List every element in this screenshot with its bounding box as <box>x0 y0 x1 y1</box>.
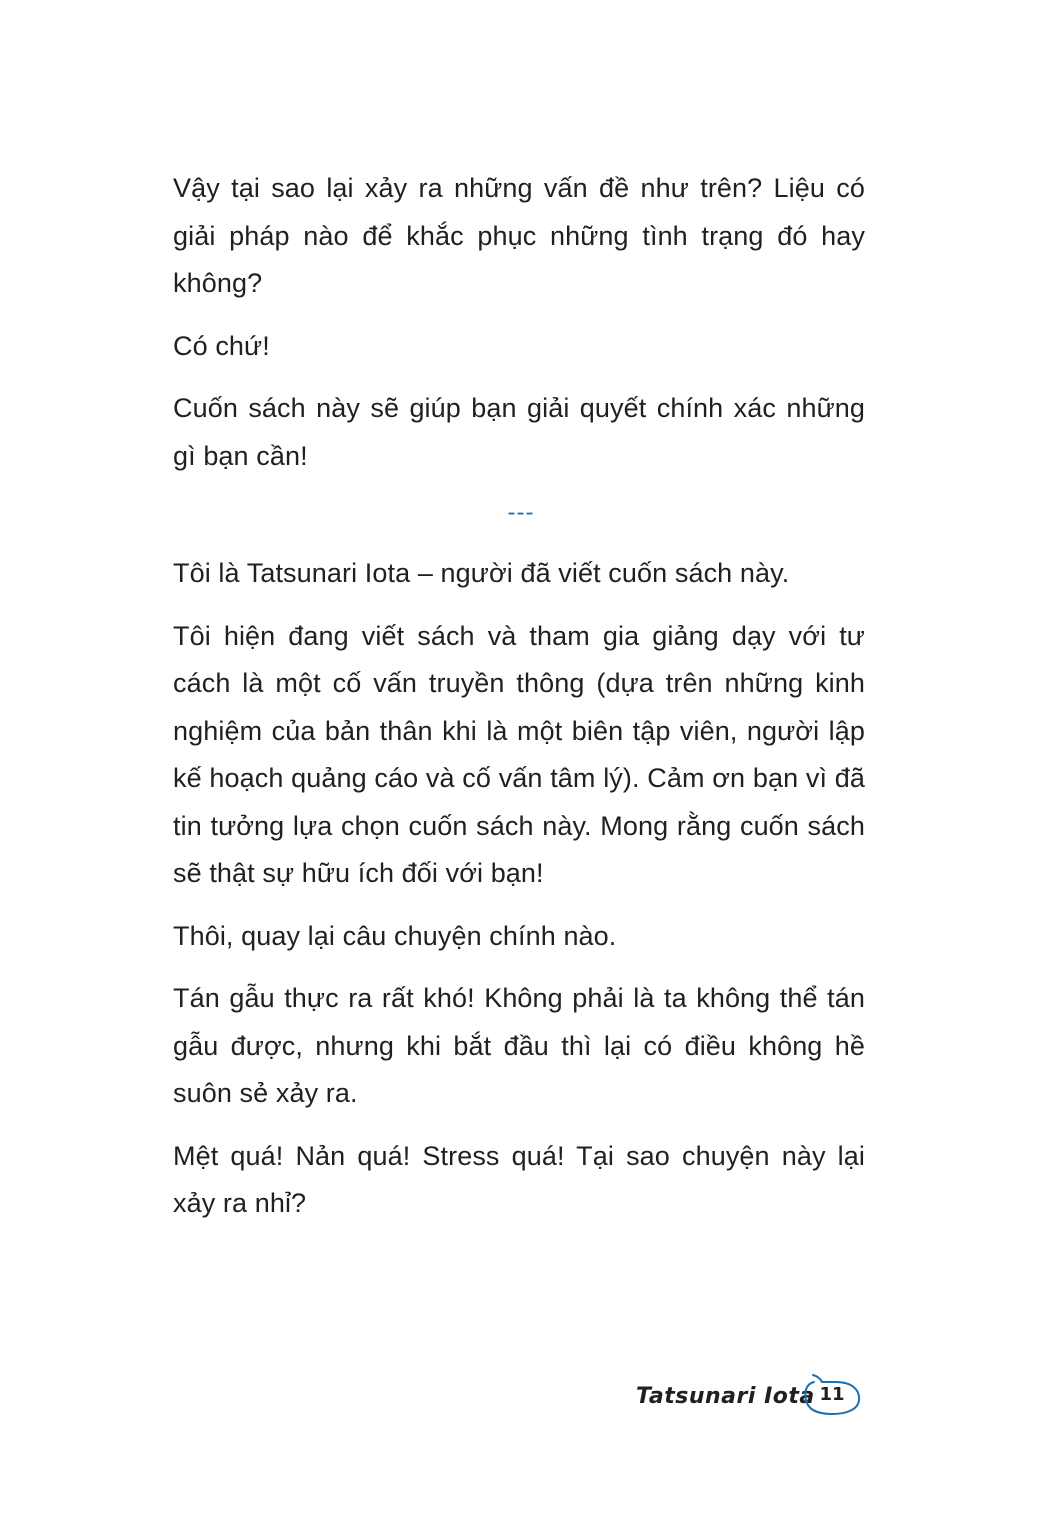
running-author: Tatsunari Iota <box>636 1384 815 1409</box>
paragraph-author-intro: Tôi là Tatsunari Iota – người đã viết cuốn sách này. <box>173 558 790 588</box>
page-body <box>173 165 865 1243</box>
paragraph-author-bio: Tôi hiện đang viết sách và tham gia giảng dạy với tư cách là một cố vấn truyền thông (dựa trên những kinh nghiệm của bản thân khi là một biên tập viên, người lập kế hoạch quảng cáo và cố vấn tâm lý). Cảm ơn bạn vì đã tin tưởng lựa chọn cuốn sách này. Mong rằng cuốn sách sẽ thật sự hữu ích đối với bạn! <box>173 620 865 888</box>
paragraph-why-problems: Vậy tại sao lại xảy ra những vấn đề như trên? Liệu có giải pháp nào để khắc phục những tình trạng đó hay không? <box>173 173 865 298</box>
page-footer <box>630 1370 870 1430</box>
paragraph-stress: Mệt quá! Nản quá! Stress quá! Tại sao chuyện này lại xảy ra nhỉ? <box>173 1140 865 1218</box>
paragraph-yes: Có chứ! <box>173 330 270 361</box>
page-number: 11 <box>819 1384 845 1405</box>
paragraph-small-talk-hard: Tán gẫu thực ra rất khó! Không phải là ta không thể tán gẫu được, nhưng khi bắt đầu thì lại có điều không hề suôn sẻ xảy ra. <box>173 983 865 1108</box>
page-number-badge <box>800 1370 864 1422</box>
paragraph-back-to-story: Thôi, quay lại câu chuyện chính nào. <box>173 920 617 951</box>
section-divider: --- <box>507 499 535 526</box>
paragraph-book-helps: Cuốn sách này sẽ giúp bạn giải quyết chính xác những gì bạn cần! <box>173 393 865 471</box>
